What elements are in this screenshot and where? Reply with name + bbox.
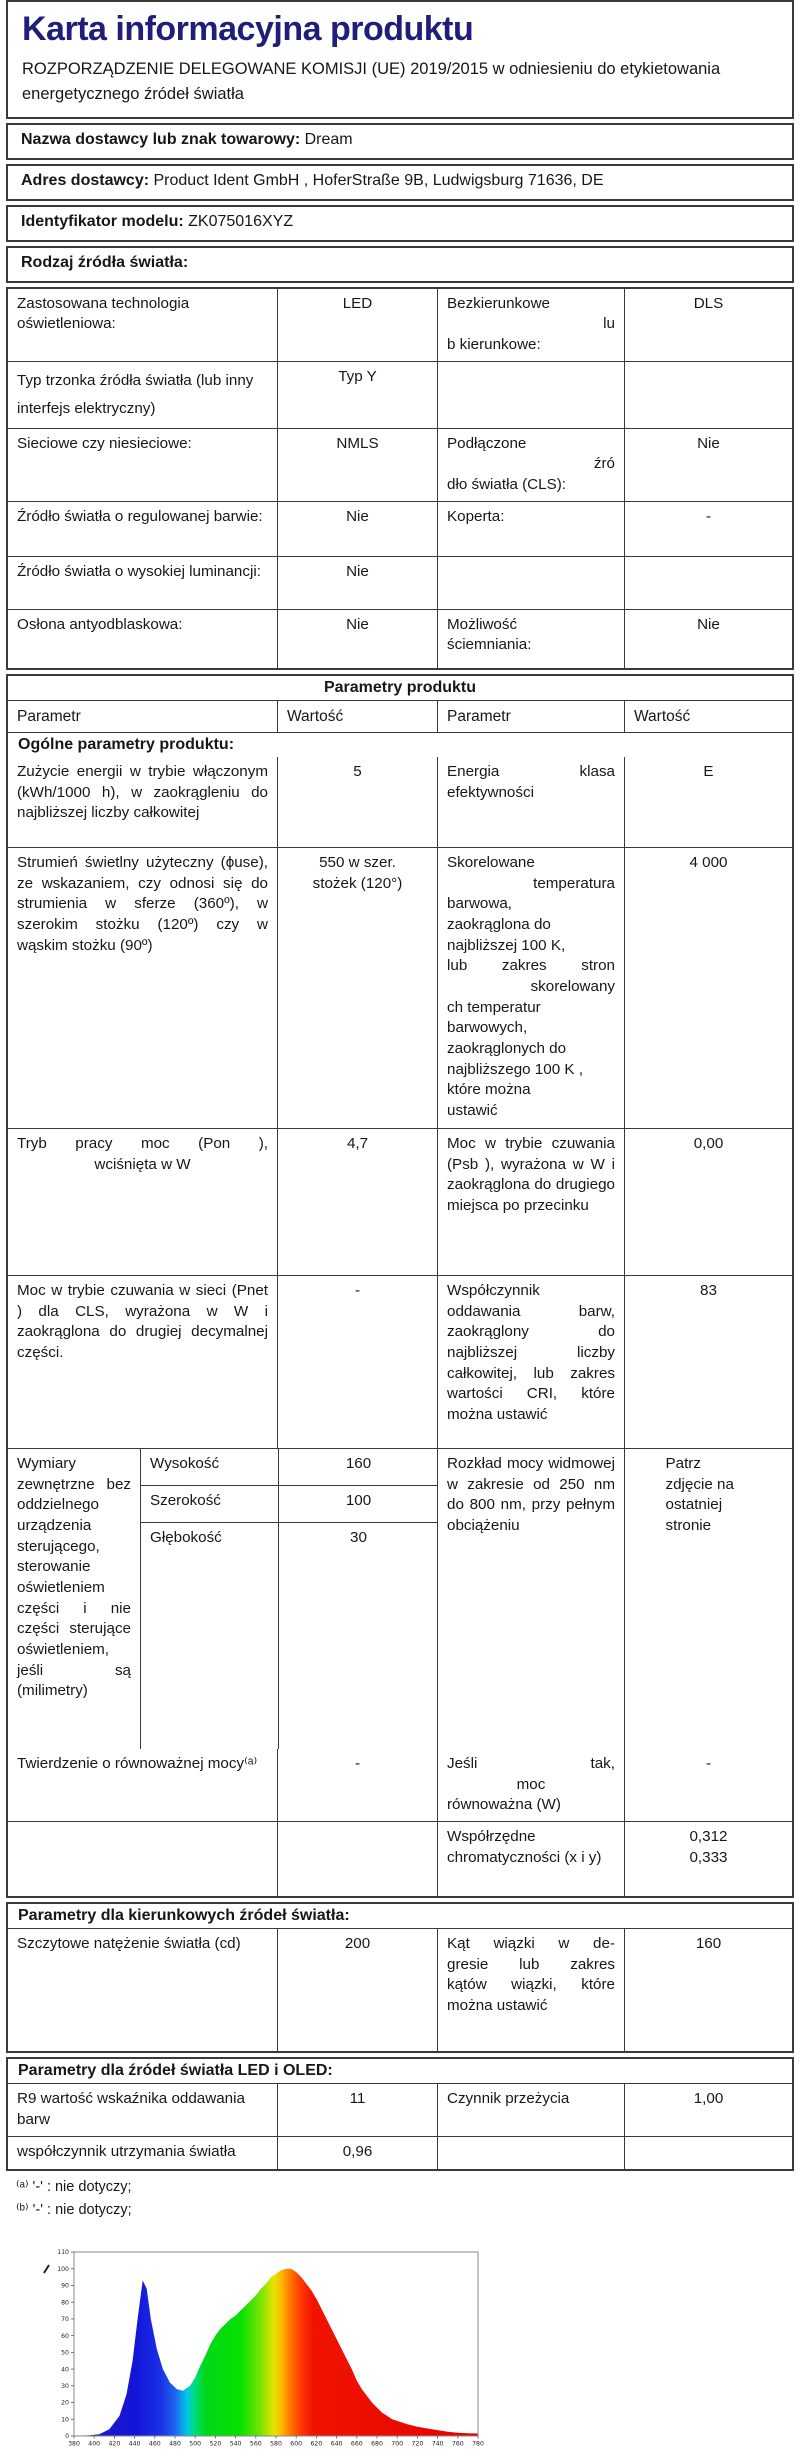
param-cell bbox=[8, 1822, 277, 1896]
table-row bbox=[8, 847, 792, 1128]
svg-text:520: 520 bbox=[209, 2440, 222, 2448]
param-cell: Jeśli tak, moc równoważna (W) bbox=[437, 1749, 624, 1821]
section-header-product-params: Parametry produktu bbox=[323, 678, 477, 696]
table-row bbox=[8, 361, 792, 428]
svg-text:80: 80 bbox=[61, 2299, 69, 2307]
param-cell: Skorelowane temperatura barwowa, zaokrąglona do najbliższej 100 K, lub zakres stron skorelowany ch temperatur barwowych, zaokrąglonych do najbliższego 100 K , które można ustawić bbox=[437, 848, 624, 1128]
spectral-power-distribution-chart bbox=[36, 2242, 488, 2458]
value-cell: Nie bbox=[277, 502, 437, 556]
table-row bbox=[8, 1928, 792, 2051]
value-cell: Nie bbox=[277, 557, 437, 609]
value-cell: LED bbox=[277, 289, 437, 361]
value-cell: 200 bbox=[277, 1929, 437, 2051]
column-header: Parametr bbox=[437, 701, 624, 732]
dimensions-row bbox=[8, 1448, 792, 1749]
param-cell: Sieciowe czy niesieciowe: bbox=[17, 434, 192, 452]
svg-text:600: 600 bbox=[290, 2440, 303, 2448]
svg-text:40: 40 bbox=[61, 2366, 69, 2374]
footnote-b: ⁽ᵇ⁾ '-' : nie dotyczy; bbox=[16, 2201, 132, 2218]
svg-text:100: 100 bbox=[57, 2265, 69, 2273]
param-cell: Energia klasa efektywności bbox=[437, 757, 624, 847]
value-cell: - bbox=[277, 1749, 437, 1821]
value-cell: 4 000 bbox=[624, 848, 792, 1128]
param-cell bbox=[437, 2137, 624, 2169]
svg-text:720: 720 bbox=[411, 2440, 424, 2448]
value-cell: 1,00 bbox=[624, 2084, 792, 2136]
svg-text:440: 440 bbox=[128, 2440, 141, 2448]
svg-text:30: 30 bbox=[61, 2382, 69, 2390]
svg-text:20: 20 bbox=[61, 2399, 69, 2407]
table-row bbox=[8, 2136, 792, 2169]
svg-text:50: 50 bbox=[61, 2349, 69, 2357]
value-cell: E bbox=[624, 757, 792, 847]
spectrum-area bbox=[74, 2269, 478, 2436]
svg-text:400: 400 bbox=[88, 2440, 101, 2448]
table-row bbox=[8, 501, 792, 556]
directional-params-table bbox=[6, 1902, 794, 2053]
svg-text:620: 620 bbox=[310, 2440, 323, 2448]
svg-text:380: 380 bbox=[68, 2440, 80, 2448]
svg-text:420: 420 bbox=[108, 2440, 121, 2448]
supplier-name-label: Nazwa dostawcy lub znak towarowy: bbox=[21, 130, 301, 148]
model-id-row bbox=[6, 205, 794, 242]
svg-text:700: 700 bbox=[391, 2440, 404, 2448]
svg-text:540: 540 bbox=[229, 2440, 242, 2448]
param-cell: Bezkierunkowe lu b kierunkowe: bbox=[437, 289, 624, 361]
param-cell bbox=[437, 557, 624, 609]
product-parameters-table bbox=[6, 674, 794, 1898]
param-cell: Twierdzenie o równoważnej mocy⁽ᵃ⁾ bbox=[17, 1754, 258, 1772]
table-row bbox=[8, 428, 792, 501]
y-axis-unit-mark bbox=[44, 2265, 49, 2273]
value-cell: 0,312 0,333 bbox=[624, 1822, 792, 1896]
svg-text:60: 60 bbox=[61, 2332, 69, 2340]
param-cell: Źródło światła o wysokiej luminancji: bbox=[17, 562, 261, 580]
svg-text:660: 660 bbox=[350, 2440, 363, 2448]
dimension-label: Szerokość bbox=[141, 1486, 278, 1523]
value-cell bbox=[624, 557, 792, 609]
param-cell: Tryb pracy moc (Pon ), wciśnięta w W bbox=[17, 1134, 268, 1173]
param-cell: Podłączone źró dło światła (CLS): bbox=[437, 429, 624, 501]
svg-text:680: 680 bbox=[371, 2440, 383, 2448]
value-cell: - bbox=[624, 502, 792, 556]
section-header-led: Parametry dla źródeł światła LED i OLED: bbox=[18, 2061, 333, 2079]
supplier-address-value: Product Ident GmbH , HoferStraße 9B, Ludwigsburg 71636, DE bbox=[153, 171, 604, 189]
table-row bbox=[8, 289, 792, 361]
column-header: Wartość bbox=[624, 701, 792, 732]
param-cell: Czynnik przeżycia bbox=[437, 2084, 624, 2136]
svg-text:780: 780 bbox=[472, 2440, 484, 2448]
value-cell bbox=[624, 2137, 792, 2169]
param-cell: Strumień świetlny użyteczny (ϕuse), ze wskazaniem, czy odnosi się do strumienia w sferze (360º), w szerokim stożku (120º) czy w wąskim stożku (90º) bbox=[17, 853, 268, 954]
svg-text:560: 560 bbox=[249, 2440, 262, 2448]
svg-text:500: 500 bbox=[189, 2440, 202, 2448]
value-cell bbox=[624, 1449, 792, 1749]
value-cell: 4,7 bbox=[277, 1129, 437, 1275]
value-cell: - bbox=[277, 1276, 437, 1448]
svg-text:640: 640 bbox=[330, 2440, 343, 2448]
dimension-value: 100 bbox=[278, 1486, 438, 1523]
value-cell bbox=[277, 1822, 437, 1896]
param-cell: Moc w trybie czuwania (Psb ), wyrażona w W i zaokrąglona do drugiego miejsca po przecinku bbox=[437, 1129, 624, 1275]
table-row bbox=[8, 757, 792, 847]
value-cell: 11 bbox=[277, 2084, 437, 2136]
supplier-address-label: Adres dostawcy: bbox=[21, 171, 150, 189]
param-cell: Możliwość ściemniania: bbox=[437, 610, 624, 668]
value-cell: 160 bbox=[624, 1929, 792, 2051]
led-params-table bbox=[6, 2057, 794, 2171]
param-cell: Rozkład mocy widmowej w zakresie od 250 nm do 800 nm, przy pełnym obciążeniu bbox=[437, 1449, 624, 1749]
value-cell: 550 w szer. stożek (120°) bbox=[277, 848, 437, 1128]
value-text: Patrz zdjęcie na ostatniej stronie bbox=[665, 1454, 734, 1534]
dimension-value: 30 bbox=[278, 1523, 438, 1749]
value-cell: Typ Y bbox=[277, 362, 437, 428]
dimensions-subtable bbox=[140, 1449, 437, 1749]
param-cell: Współczynnik oddawania barw, zaokrąglony do najbliższej liczby całkowitej, lub zakres wartości CRI, które można ustawić bbox=[437, 1276, 624, 1448]
column-header-row bbox=[8, 700, 792, 732]
table-row bbox=[8, 556, 792, 609]
param-cell: Zużycie energii w trybie włączonym (kWh/1000 h), w zaokrągleniu do najbliższej liczby całkowitej bbox=[17, 762, 268, 822]
svg-text:90: 90 bbox=[61, 2282, 69, 2290]
footnote-a: ⁽ᵃ⁾ '-' : nie dotyczy; bbox=[16, 2178, 132, 2195]
table-row bbox=[8, 1821, 792, 1896]
svg-text:740: 740 bbox=[431, 2440, 444, 2448]
page-title: Karta informacyjna produktu bbox=[22, 10, 474, 48]
value-cell: NMLS bbox=[277, 429, 437, 501]
value-cell: Nie bbox=[624, 429, 792, 501]
technology-table bbox=[6, 287, 794, 670]
footnotes bbox=[16, 2179, 794, 2218]
param-cell: Szczytowe natężenie światła (cd) bbox=[17, 1934, 241, 1952]
param-cell: Źródło światła o regulowanej barwie: bbox=[17, 507, 263, 525]
param-cell: Kąt wiązki w de- gresie lub zakres kątów wiązki, które można ustawić bbox=[437, 1929, 624, 2051]
dimension-label: Głębokość bbox=[150, 1528, 222, 1546]
param-cell: Współrzędne chromatyczności (x i y) bbox=[437, 1822, 624, 1896]
supplier-name-row bbox=[6, 123, 794, 160]
value-cell: Nie bbox=[277, 610, 437, 668]
table-row bbox=[8, 609, 792, 668]
spectral-chart bbox=[36, 2242, 800, 2463]
param-cell: Typ trzonka źródła światła (lub inny interfejs elektryczny) bbox=[17, 371, 254, 417]
regulation-text: ROZPORZĄDZENIE DELEGOWANE KOMISJI (UE) 2019/2015 w odniesieniu do etykietowania energetycznego źródeł światła bbox=[22, 60, 721, 103]
model-id-label: Identyfikator modelu: bbox=[21, 212, 184, 230]
value-cell: 0,00 bbox=[624, 1129, 792, 1275]
supplier-name-value: Dream bbox=[304, 130, 353, 148]
value-cell: Nie bbox=[624, 610, 792, 668]
param-cell: Wymiary zewnętrzne bez oddzielnego urządzenia sterującego, sterowanie oświetleniem części i nie części sterujące oświetleniem, jeśli są (milimetry) bbox=[17, 1454, 131, 1700]
section-header-directional: Parametry dla kierunkowych źródeł światła: bbox=[18, 1906, 350, 1924]
table-row bbox=[8, 1128, 792, 1275]
value-cell: - bbox=[624, 1749, 792, 1821]
svg-text:0: 0 bbox=[65, 2433, 69, 2441]
table-row bbox=[8, 1275, 792, 1448]
value-cell: 0,96 bbox=[277, 2137, 437, 2169]
light-source-type-label: Rodzaj źródła światła: bbox=[21, 253, 189, 271]
param-cell: Osłona antyodblaskowa: bbox=[17, 615, 183, 633]
svg-text:580: 580 bbox=[270, 2440, 282, 2448]
column-header: Wartość bbox=[277, 701, 437, 732]
svg-text:760: 760 bbox=[451, 2440, 464, 2448]
param-cell bbox=[437, 362, 624, 428]
param-cell: współczynnik utrzymania światła bbox=[17, 2142, 236, 2160]
model-id-value: ZK075016XYZ bbox=[188, 212, 294, 230]
dimension-label: Wysokość bbox=[141, 1449, 278, 1486]
param-cell: Moc w trybie czuwania w sieci (Pnet ) dla CLS, wyrażona w W i zaokrąglona do drugiej decymalnej części. bbox=[17, 1281, 268, 1361]
param-cell: R9 wartość wskaźnika oddawania barw bbox=[17, 2089, 245, 2128]
title-block bbox=[6, 0, 794, 119]
value-cell bbox=[624, 362, 792, 428]
svg-text:70: 70 bbox=[61, 2315, 69, 2323]
value-cell: 5 bbox=[277, 757, 437, 847]
value-cell: 83 bbox=[624, 1276, 792, 1448]
table-row bbox=[8, 1749, 792, 1821]
svg-text:10: 10 bbox=[61, 2416, 69, 2424]
section-header-general-params: Ogólne parametry produktu: bbox=[8, 732, 792, 757]
svg-text:480: 480 bbox=[169, 2440, 181, 2448]
param-cell: Zastosowana technologia oświetleniowa: bbox=[17, 294, 190, 333]
table-row bbox=[8, 2083, 792, 2136]
svg-text:110: 110 bbox=[57, 2249, 69, 2257]
light-source-type-row bbox=[6, 246, 794, 283]
param-cell: Koperta: bbox=[437, 502, 624, 556]
svg-text:460: 460 bbox=[148, 2440, 161, 2448]
value-cell: DLS bbox=[624, 289, 792, 361]
column-header: Parametr bbox=[17, 707, 81, 725]
dimension-value: 160 bbox=[278, 1449, 438, 1486]
supplier-address-row bbox=[6, 164, 794, 201]
